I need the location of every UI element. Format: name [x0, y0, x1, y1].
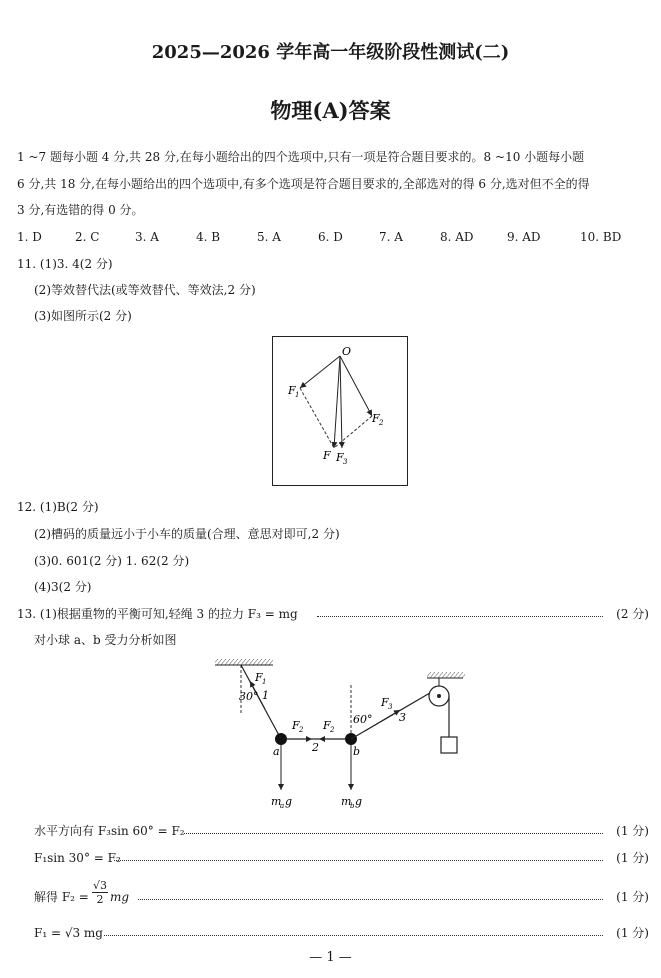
label-f1-sub: 1 — [262, 678, 267, 686]
label-rope-2: 2 — [312, 741, 319, 754]
left-ceiling-hatch — [215, 659, 273, 665]
mc-answer: 1. D — [17, 230, 42, 244]
label-ball-b: b — [353, 745, 361, 758]
q12-part1: 12. (1)B(2 分) — [17, 500, 99, 514]
q13-part1-text: 13. (1)根据重物的平衡可知,轻绳 3 的拉力 F₃ = mg — [17, 607, 298, 621]
label-f1: F — [255, 671, 263, 684]
force-parallelogram-figure — [272, 336, 408, 486]
q13-part1-score: (2 分) — [616, 607, 649, 621]
label-f1: F — [288, 384, 296, 397]
label-rope-1: 1 — [262, 689, 269, 702]
label-mag: m — [271, 795, 282, 808]
label-f3: F — [336, 451, 344, 464]
label-o: O — [342, 345, 352, 358]
ball-rope-force-figure — [205, 655, 465, 815]
equation-2: F₁sin 30° = F₂ — [34, 851, 121, 865]
q12-part2: (2)槽码的质量远小于小车的质量(合理、意思对即可,2 分) — [34, 527, 340, 541]
page-subtitle: 物理(A)答案 — [270, 98, 391, 123]
q13-part1-line — [17, 607, 649, 621]
label-mbg: m — [341, 795, 352, 808]
label-mag-g: g — [285, 795, 293, 808]
label-f2a-sub: 2 — [299, 726, 304, 734]
mc-answer: 8. AD — [440, 230, 474, 244]
label-f: F — [323, 449, 331, 462]
mc-answer: 7. A — [379, 230, 403, 244]
equation-2-score: (1 分) — [616, 851, 649, 865]
force-f2-arrow — [340, 356, 372, 416]
label-f2b-sub: 2 — [330, 726, 335, 734]
mc-answer: 2. C — [75, 230, 100, 244]
label-f2b: F — [323, 719, 331, 732]
right-ceiling-hatch — [427, 672, 465, 678]
mc-answer: 10. BD — [580, 230, 622, 244]
mc-answer: 6. D — [318, 230, 343, 244]
label-angle-30: 30° — [239, 690, 259, 703]
force-f3-arrow — [340, 356, 342, 448]
q12-part4: (4)3(2 分) — [34, 580, 92, 594]
equation-4-score: (1 分) — [616, 926, 649, 940]
leader-dots — [114, 860, 603, 861]
force-f1-arrow — [300, 356, 340, 388]
page-title: 2025—2026 学年高一年级阶段性测试(二) — [151, 42, 510, 63]
equation-1-line — [34, 824, 649, 838]
equation-1-score: (1 分) — [616, 824, 649, 838]
label-f3-sub: 3 — [343, 458, 348, 466]
q12-part3: (3)0. 601(2 分) 1. 62(2 分) — [34, 554, 190, 568]
parallelogram-dashed-2 — [334, 416, 372, 448]
equation-3-line — [34, 879, 649, 908]
label-f1-sub: 1 — [295, 391, 300, 399]
label-ball-a: a — [273, 745, 280, 758]
equation-3-prefix: 解得 F₂ = — [34, 890, 89, 904]
mc-answer: 4. B — [196, 230, 221, 244]
resultant-f-arrow — [334, 356, 340, 448]
instruction-line-1: 1 ~7 题每小题 4 分,共 28 分,在每小题给出的四个选项中,只有一项是符合题目要求的。8 ~10 小题每小题 — [17, 150, 585, 164]
equation-3-suffix: mg — [110, 890, 130, 904]
label-rope-3: 3 — [399, 711, 406, 724]
q11-part3: (3)如图所示(2 分) — [34, 309, 132, 323]
label-mbg-g: g — [355, 795, 363, 808]
leader-dots — [104, 935, 603, 936]
hanging-weight — [441, 737, 457, 753]
mc-answer: 9. AD — [507, 230, 541, 244]
mc-answer: 5. A — [257, 230, 281, 244]
mc-answer: 3. A — [135, 230, 159, 244]
instruction-line-3: 3 分,有选错的得 0 分。 — [17, 203, 144, 217]
label-f2a: F — [292, 719, 300, 732]
q13-force-analysis-intro: 对小球 a、b 受力分析如图 — [34, 633, 177, 647]
label-f2: F — [372, 412, 380, 425]
leader-dots — [184, 833, 603, 834]
leader-dots — [138, 899, 603, 900]
equation-2-line — [34, 851, 649, 865]
pulley-axle — [437, 694, 441, 698]
mc-answers-row — [17, 230, 649, 244]
label-mag-sub: a — [280, 802, 285, 810]
equation-4-line — [34, 926, 649, 940]
instruction-line-2: 6 分,共 18 分,在每小题给出的四个选项中,有多个选项是符合题目要求的,全部选对的得 6 分,选对但不全的得 — [17, 177, 590, 191]
label-f3: F — [381, 696, 389, 709]
equation-4: F₁ = √3 mg — [34, 926, 103, 940]
leader-dots — [317, 616, 603, 617]
page-number: — 1 — — [309, 950, 352, 965]
q11-part1: 11. (1)3. 4(2 分) — [17, 257, 113, 271]
q11-part2: (2)等效替代法(或等效替代、等效法,2 分) — [34, 283, 256, 297]
label-f3-sub: 3 — [388, 703, 393, 711]
label-angle-60: 60° — [353, 713, 373, 726]
label-f2-sub: 2 — [379, 419, 384, 427]
parallelogram-dashed-1 — [300, 388, 334, 448]
equation-3-numerator: √3 — [92, 879, 107, 892]
equation-1: 水平方向有 F₃sin 60° = F₂ — [34, 824, 185, 838]
equation-3-denominator: 2 — [96, 893, 104, 906]
equation-3-score: (1 分) — [616, 890, 649, 904]
label-mbg-sub: b — [350, 802, 355, 810]
